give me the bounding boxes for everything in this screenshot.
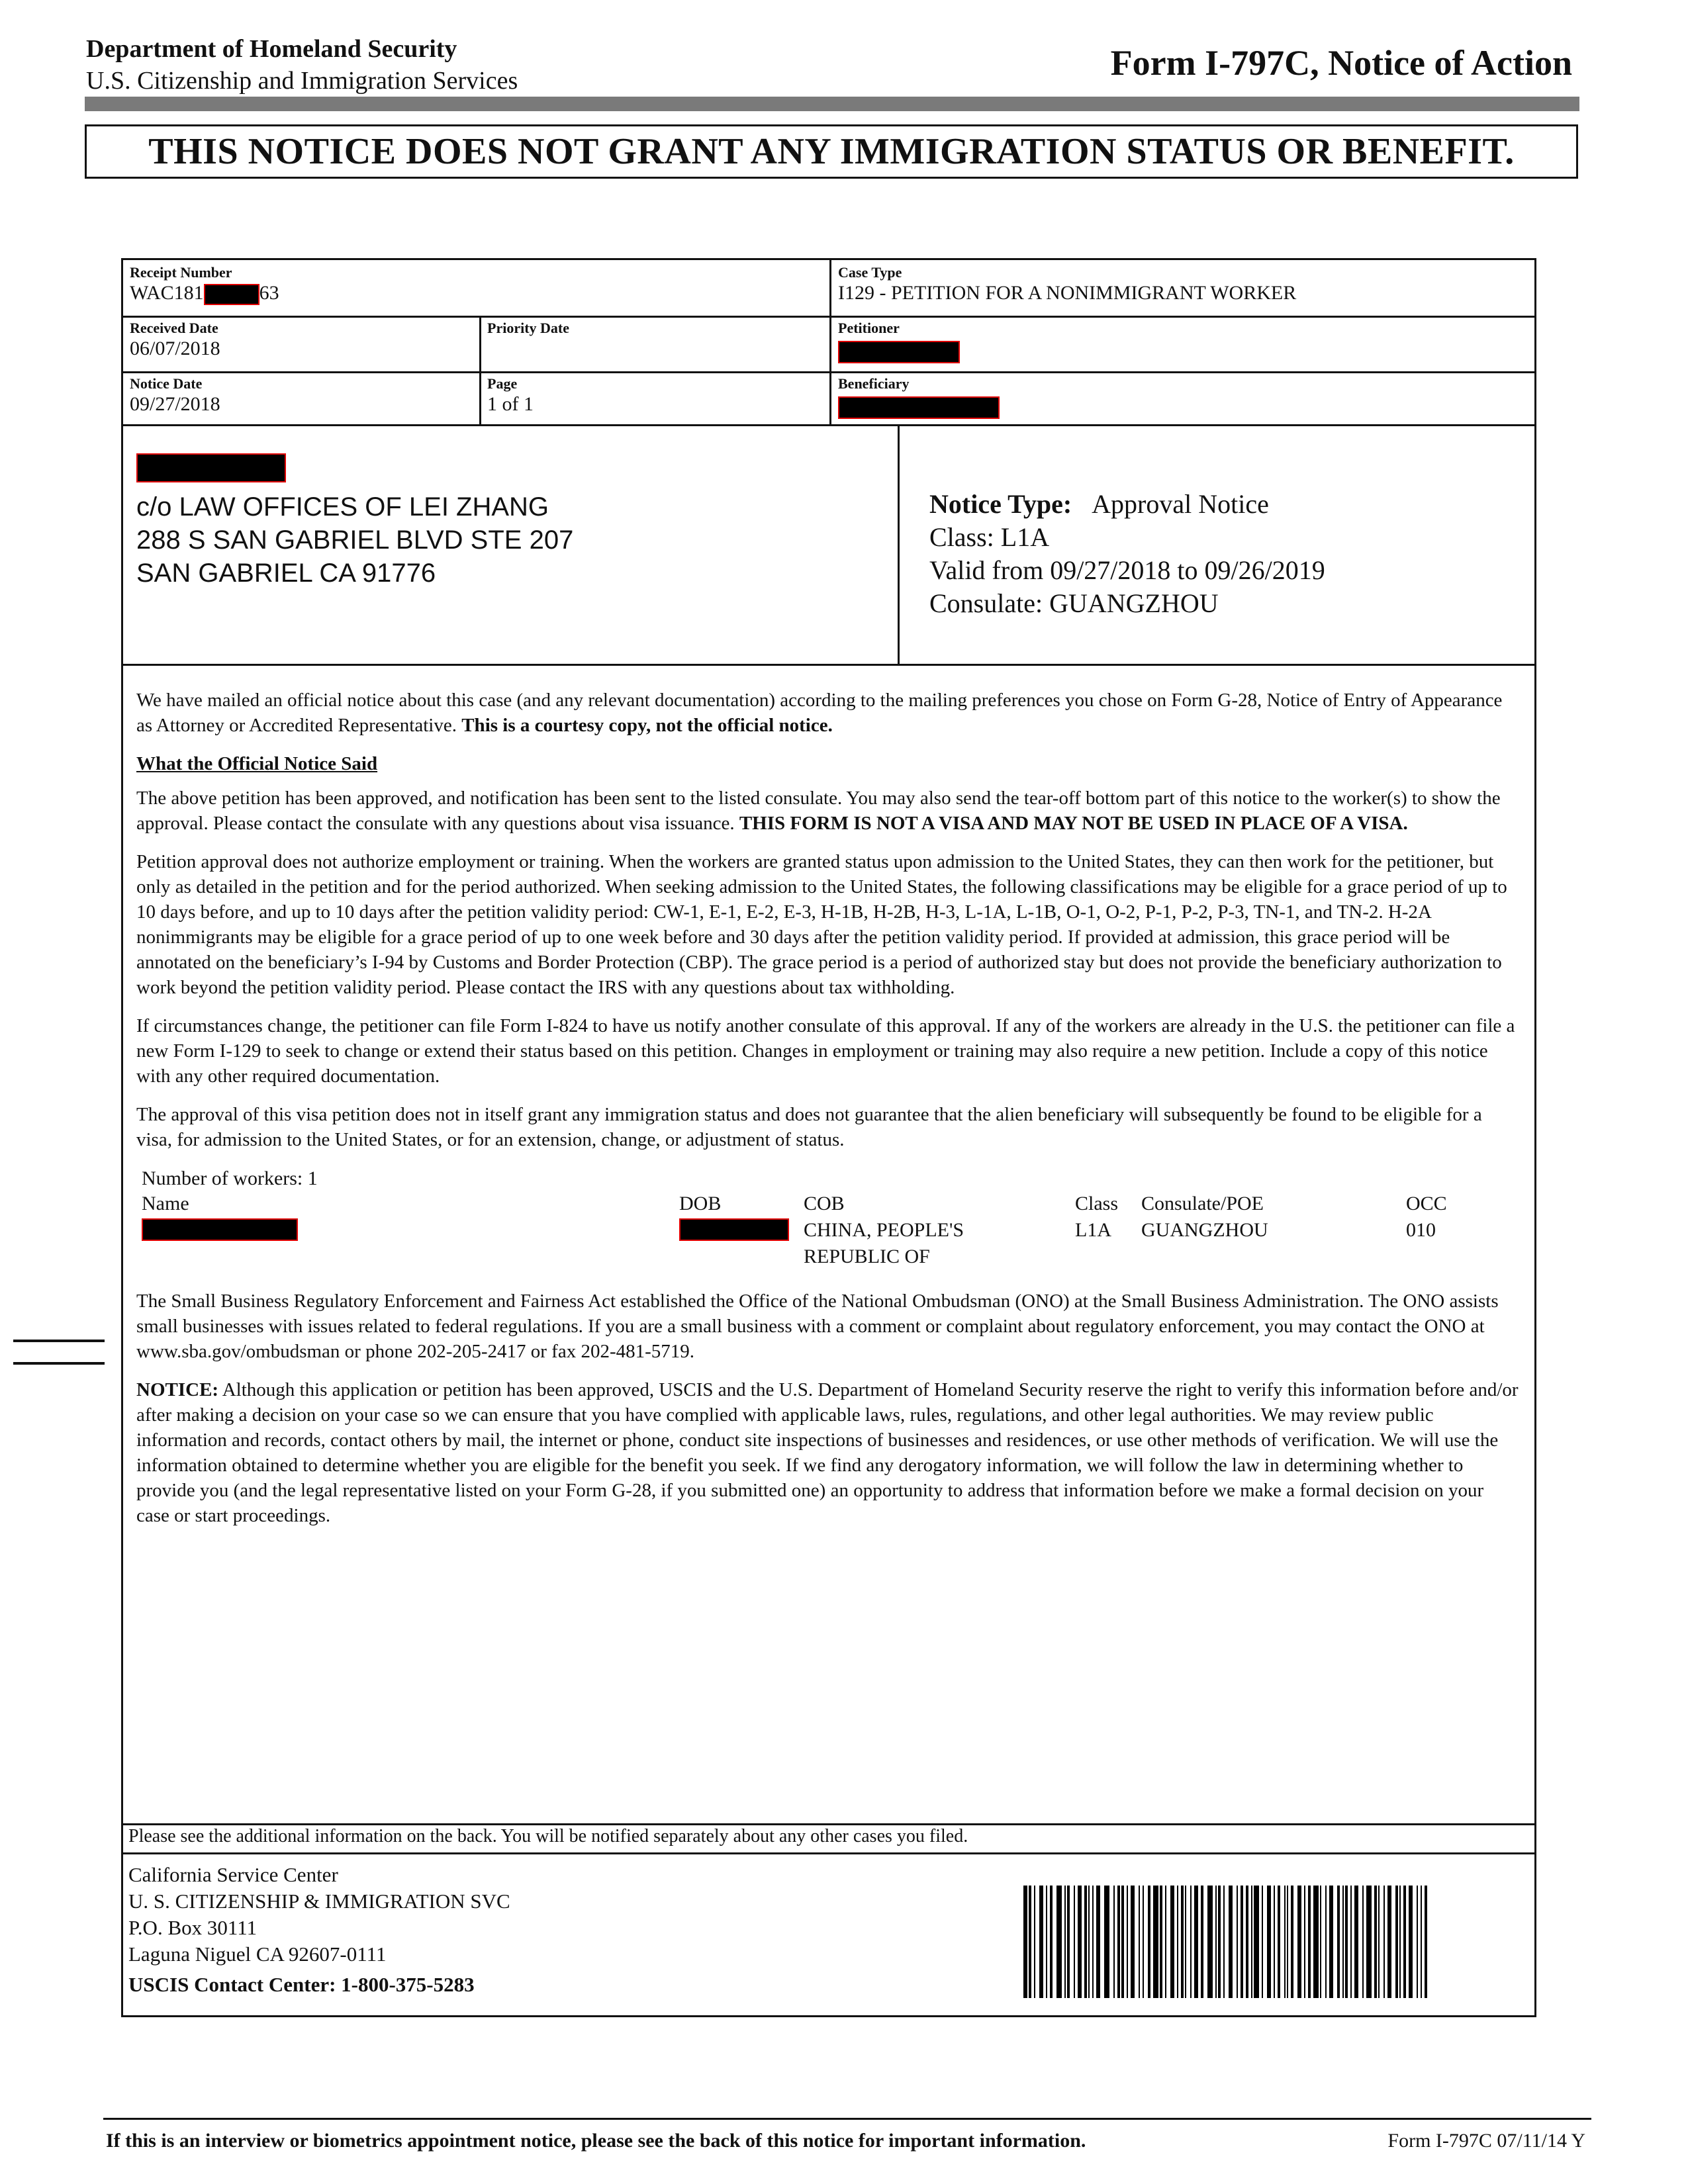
notice-date-label: Notice Date — [130, 375, 203, 392]
section-heading: What the Official Notice Said — [136, 753, 378, 774]
notice-type-line — [929, 488, 1325, 521]
receipt-suffix: 63 — [259, 282, 279, 304]
table-divider — [829, 260, 831, 424]
banner-text: THIS NOTICE DOES NOT GRANT ANY IMMIGRATION STATUS OR BENEFIT. — [148, 131, 1515, 172]
redaction — [838, 396, 1000, 419]
bottom-rule — [123, 1852, 1534, 1854]
validity-line: Valid from 09/27/2018 to 09/26/2019 — [929, 555, 1325, 585]
receipt-cell — [130, 264, 279, 305]
class-line: Class: L1A — [929, 522, 1050, 552]
occ-value: 010 — [1406, 1219, 1436, 1241]
form-edition: Form I-797C 07/11/14 Y — [1387, 2130, 1585, 2152]
consulate-value: GUANGZHOU — [1141, 1219, 1268, 1241]
notice-type-box — [929, 488, 1325, 620]
address-line-1: c/o LAW OFFICES OF LEI ZHANG — [136, 492, 549, 522]
service-center-po-box: P.O. Box 30111 — [128, 1916, 258, 1939]
col-consulate-header: Consulate/POE — [1141, 1193, 1264, 1214]
form-title: Form I-797C, Notice of Action — [1110, 43, 1572, 83]
case-type-label: Case Type — [838, 264, 902, 281]
receipt-prefix: WAC181 — [130, 282, 204, 304]
workers-count: Number of workers: 1 — [142, 1167, 318, 1189]
received-label: Received Date — [130, 320, 218, 336]
service-center-svc: U. S. CITIZENSHIP & IMMIGRATION SVC — [128, 1889, 510, 1913]
priority-label: Priority Date — [487, 320, 569, 336]
intro-text: We have mailed an official notice about this case (and any relevant documentation) according to the mailing preferences you chose on Form G-28, Notice of Entry of Appearance as Attorney or Accredited Representative. — [136, 690, 1503, 736]
paragraph-circumstances: If circumstances change, the petitioner can file Form I-824 to have us notify another consulate of this approval. If any of the workers are already in the U.S. the petitioner can file a new Form I-129 to seek to change or extend their status based on this petition. Changes in employment or training may also require a new petition. Include a copy of this notice with any other required documentation. — [136, 1015, 1515, 1087]
paragraph-employment: Petition approval does not authorize employment or training. When the workers are granted status upon admission to the United States, they can then work for the petitioner, but only as detailed in the petition and for the period authorized. When seeking admission to the United States, the following classifications may be eligible for a grace period of up to 10 days before, and up to 10 days after the petition validity period: CW-1, E-1, E-2, E-3, H-1B, H-2B, H-3, L-1A, L-1B, O-1, O-2, P-1, P-2, P-3, TN-1, and TN-2. H-2A nonimmigrants may be eligible for a grace period of up to one week before and 30 days after the petition validity period. If provided at admission, this grace period will be annotated on the beneficiary’s I-94 by Customs and Border Protection (CBP). The grace period is a period of authorized stay but does not provide the beneficiary authorization to work beyond the petition validity period. Please contact the IRS with any questions about tax withholding. — [136, 851, 1507, 998]
agency-name: U.S. Citizenship and Immigration Services — [86, 67, 518, 95]
service-center-address — [128, 1862, 510, 1998]
paragraph-approval — [136, 786, 1520, 836]
additional-info: Please see the additional information on the back. You will be notified separately about any other cases you filed. — [128, 1826, 968, 1846]
paragraph-approval-limits: The approval of this visa petition does not in itself grant any immigration status and does not guarantee that the alien beneficiary will subsequently be found to be eligible for a visa, for admission to the United States, or for an extension, change, or adjustment of status. — [136, 1104, 1482, 1150]
notice-body — [136, 688, 1520, 1541]
status-banner — [85, 124, 1578, 179]
not-a-visa-warning: THIS FORM IS NOT A VISA AND MAY NOT BE USED IN PLACE OF A VISA. — [739, 813, 1408, 834]
table-divider — [479, 316, 481, 424]
col-occ-header: OCC — [1406, 1193, 1447, 1214]
header-rule — [85, 97, 1579, 111]
redaction — [679, 1218, 789, 1241]
redaction — [204, 284, 259, 305]
redaction — [838, 341, 960, 363]
contact-center: USCIS Contact Center: 1-800-375-5283 — [128, 1973, 475, 1996]
receipt-number — [130, 281, 279, 305]
received-cell — [130, 320, 220, 361]
mailing-address — [136, 490, 573, 590]
notice-frame — [121, 258, 1536, 2017]
address-line-3: SAN GABRIEL CA 91776 — [136, 559, 436, 588]
intro-paragraph — [136, 688, 1520, 738]
beneficiary-cell — [838, 375, 1000, 419]
consulate-line: Consulate: GUANGZHOU — [929, 588, 1219, 618]
receipt-label: Receipt Number — [130, 264, 232, 281]
notice-date: 09/27/2018 — [130, 393, 220, 415]
section-rule — [123, 664, 1534, 666]
service-center-city: Laguna Niguel CA 92607-0111 — [128, 1942, 387, 1966]
address-line-2: 288 S SAN GABRIEL BLVD STE 207 — [136, 525, 574, 555]
redaction — [136, 453, 286, 482]
verification-text: Although this application or petition has been approved, USCIS and the U.S. Department of Homeland Security reserve the right to verify this information before and/or after making a decision on your case so we can ensure that you have complied with applicable laws, rules, regulations, and other legal authorities. We may review public information and records, contact others by mail, the internet or phone, conduct site inspections of businesses and residences, or use other methods of verification. We will use the information obtained to determine whether you are eligible for the benefit you seek. If we find any derogatory information, we will follow the law in determining whether to provide you (and the legal representative listed on your Form G-28, if you submitted one) an opportunity to address that information before we make a formal decision on your case or start proceedings. — [136, 1379, 1519, 1526]
table-rule — [123, 371, 1534, 373]
courtesy-copy-note: This is a courtesy copy, not the official notice. — [461, 715, 833, 736]
case-type: I129 - PETITION FOR A NONIMMIGRANT WORKER — [838, 282, 1297, 304]
class-value: L1A — [1075, 1219, 1111, 1241]
cob-value-line2: REPUBLIC OF — [804, 1246, 930, 1267]
col-cob-header: COB — [804, 1193, 845, 1214]
notice-type-label: Notice Type: — [929, 489, 1072, 519]
page-value: 1 of 1 — [487, 393, 534, 415]
table-rule — [123, 424, 1534, 426]
notice-type-value: Approval Notice — [1092, 489, 1269, 519]
notice-label: NOTICE: — [136, 1379, 219, 1400]
petitioner-label: Petitioner — [838, 320, 900, 336]
petitioner-cell — [838, 320, 960, 363]
margin-mark — [13, 1362, 105, 1365]
table-rule — [123, 316, 1534, 318]
page-label: Page — [487, 375, 518, 392]
service-center-name: California Service Center — [128, 1863, 338, 1886]
received-date: 06/07/2018 — [130, 338, 220, 359]
redaction — [142, 1218, 298, 1241]
paragraph-ombudsman: The Small Business Regulatory Enforcement and Fairness Act established the Office of the National Ombudsman (ONO) at the Small Business Administration. The ONO assists small businesses with issues related to federal regulations. If you are a small business with a comment or complaint about regulatory enforcement, you may contact the ONO at www.sba.gov/ombudsman or phone 202-205-2417 or fax 202-481-5719. — [136, 1291, 1499, 1362]
footer-rule — [103, 2118, 1591, 2120]
paragraph-verification — [136, 1377, 1520, 1528]
barcode — [1023, 1886, 1434, 1998]
col-class-header: Class — [1075, 1193, 1119, 1214]
page-cell — [487, 375, 534, 416]
priority-cell — [487, 320, 569, 337]
case-type-cell — [838, 264, 1296, 305]
beneficiary-label: Beneficiary — [838, 375, 910, 392]
cob-value-line1: CHINA, PEOPLE'S — [804, 1219, 964, 1241]
approval-text: The above petition has been approved, and notification has been sent to the listed consulate. You may also send the tear-off bottom part of this notice to the worker(s) to show the approval. Please contact the consulate with any questions about visa issuance. — [136, 788, 1501, 834]
footer-note: If this is an interview or biometrics appointment notice, please see the back of this notice for important information. — [106, 2130, 1086, 2152]
col-name-header: Name — [142, 1193, 189, 1214]
workers-table — [142, 1165, 1520, 1277]
section-divider — [898, 424, 900, 664]
col-dob-header: DOB — [679, 1193, 722, 1214]
department-name: Department of Homeland Security — [86, 35, 457, 63]
notice-date-cell — [130, 375, 220, 416]
margin-mark — [13, 1340, 105, 1342]
